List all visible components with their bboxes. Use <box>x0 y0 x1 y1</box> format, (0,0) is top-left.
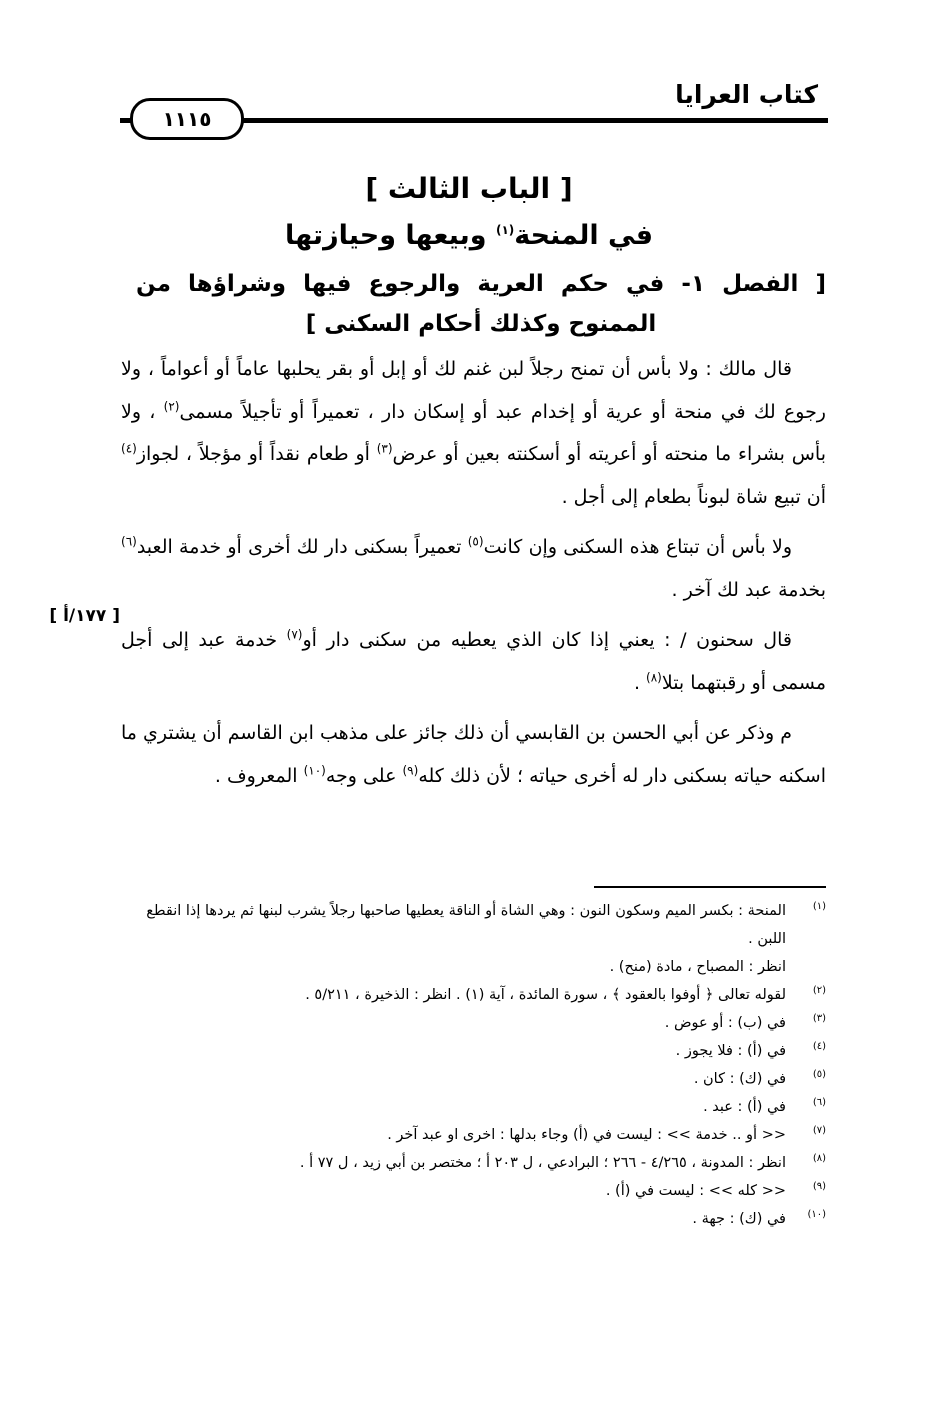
subtitle-part-a: في المنحة <box>514 220 654 251</box>
chapter-heading: [ الباب الثالث ] <box>365 172 573 205</box>
paragraph: قال مالك : ولا بأس أن تمنح رجلاً لبن غنم لك أو إبل أو بقر يحلبها عاماً أو أعواماً ، ولا رجوع لك في منحة أو عرية أو إخدام عبد أو إسكان دار ، تعميراً أو تأجيلاً مسمى$^{(٢)}$ ، ولا بأس بشراء ما منحته أو أعريته أو أسكنته بعين أو عرض$^{(٣)}$ أو طعام نقداً أو مؤجلاً ، لجواز$^{(٤)}$ أن تبيع شاة لبوناً بطعام إلى أجل . <box>121 358 826 508</box>
footnote-number: (٨) <box>812 1153 826 1164</box>
footnote-number: (٧) <box>812 1125 826 1136</box>
running-title: كتاب العرايا <box>675 80 818 109</box>
footnote-ref: (٦) <box>121 534 137 549</box>
footnote-number: (٢) <box>812 985 826 996</box>
footnote <box>126 1065 826 1093</box>
footnote-number: (٦) <box>812 1097 826 1108</box>
footnote-ref: (٤) <box>121 441 137 456</box>
footnote-ref: (٩) <box>402 763 419 778</box>
footnote-text: << كله >> : ليست في (أ) . <box>605 1183 786 1199</box>
footnote-text: << أو .. خدمة >> : ليست في (أ) وجاء بدلها : اخرى او عبد آخر . <box>387 1127 786 1143</box>
footnote <box>126 981 826 1009</box>
page-number: ١١١٥ <box>130 98 244 140</box>
footnote-text: المنحة : بكسر الميم وسكون النون : وهي الشاة أو الناقة يعطيها صاحبها رجلاً يشرب لبنها ثم يردها إذا انقطع اللبن . <box>146 903 786 947</box>
paragraph: قال سحنون / : يعني إذا كان الذي يعطيه من سكنى دار أو$^{(٧)}$ خدمة عبد إلى أجل مسمى أو رقبتهما بتلا$^{(٨)}$ . <box>121 627 826 694</box>
footnote-text: انظر : المصباح ، مادة (منح) . <box>609 959 786 975</box>
footnote-ref: (٣) <box>376 441 393 456</box>
subtitle-part-b: وبيعها وحيازتها <box>284 220 496 251</box>
section-heading: [ الفصل ١- في حكم العرية والرجوع فيها وشراؤها من الممنوح وكذلك أحكام السكنى ] <box>136 271 826 337</box>
footnote <box>126 1149 826 1177</box>
footnote-number: (٥) <box>812 1069 826 1080</box>
footnote <box>126 1121 826 1149</box>
footnote-text: انظر : المدونة ، ٤/٢٦٥ - ٢٦٦ ؛ البرادعي ، ل ٢٠٣ أ ؛ مختصر بن أبي زيد ، ل ٧٧ أ . <box>299 1155 786 1171</box>
footnote-text: في (ك) : جهة . <box>692 1211 786 1227</box>
footnote-ref: (٥) <box>467 534 484 549</box>
footnote <box>126 897 826 981</box>
footnote <box>126 1009 826 1037</box>
footnote-text: في (أ) : فلا يجوز . <box>675 1043 786 1059</box>
footnote <box>126 1093 826 1121</box>
footnote-number: (١) <box>812 901 826 912</box>
footnote-number: (٣) <box>812 1013 826 1024</box>
footnote-ref: (٧) <box>286 627 303 642</box>
footnote-text: في (ك) : كان . <box>693 1071 786 1087</box>
footnote-number: (٩) <box>812 1181 826 1192</box>
footnote-text: في (ب) : أو عوض . <box>664 1015 786 1031</box>
chapter-subtitle <box>0 220 938 251</box>
footnote <box>126 1177 826 1205</box>
footnote-ref: (١٠) <box>303 763 326 778</box>
footnote <box>126 1037 826 1065</box>
footnote-text: في (أ) : عبد . <box>703 1099 786 1115</box>
paragraph: م وذكر عن أبي الحسن بن القابسي أن ذلك جائز على مذهب ابن القاسم أن يشتري ما اسكنه حياته بسكنى دار له أخرى حياته ؛ لأن ذلك كله$^{(٩)}$ على وجه$^{(١٠)}$ المعروف . <box>121 722 826 787</box>
footnote-number: (١٠) <box>807 1209 826 1220</box>
paragraph: ولا بأس أن تبتاع هذه السكنى وإن كانت$^{(٥)}$ تعميراً بسكنى دار لك أخرى أو خدمة العبد$^{(٦)}$ بخدمة عبد لك آخر . <box>121 534 826 601</box>
footnote-text: لقوله تعالى ﴿ أوفوا بالعقود ﴾ ، سورة المائدة ، آية (١) . انظر : الذخيرة ، ٥/٢١١ . <box>305 987 786 1003</box>
footnote-number: (٤) <box>812 1041 826 1052</box>
footnote-ref: (٢) <box>163 399 180 414</box>
footnote <box>126 1205 826 1233</box>
manuscript-folio-marker: [ ١٧٧/أ ] <box>49 606 120 626</box>
footnote-ref: (٨) <box>646 670 662 685</box>
footnote-ref: (١) <box>495 223 515 237</box>
footnotes <box>126 897 826 1233</box>
footnote-separator <box>594 886 826 888</box>
main-text <box>121 348 826 797</box>
